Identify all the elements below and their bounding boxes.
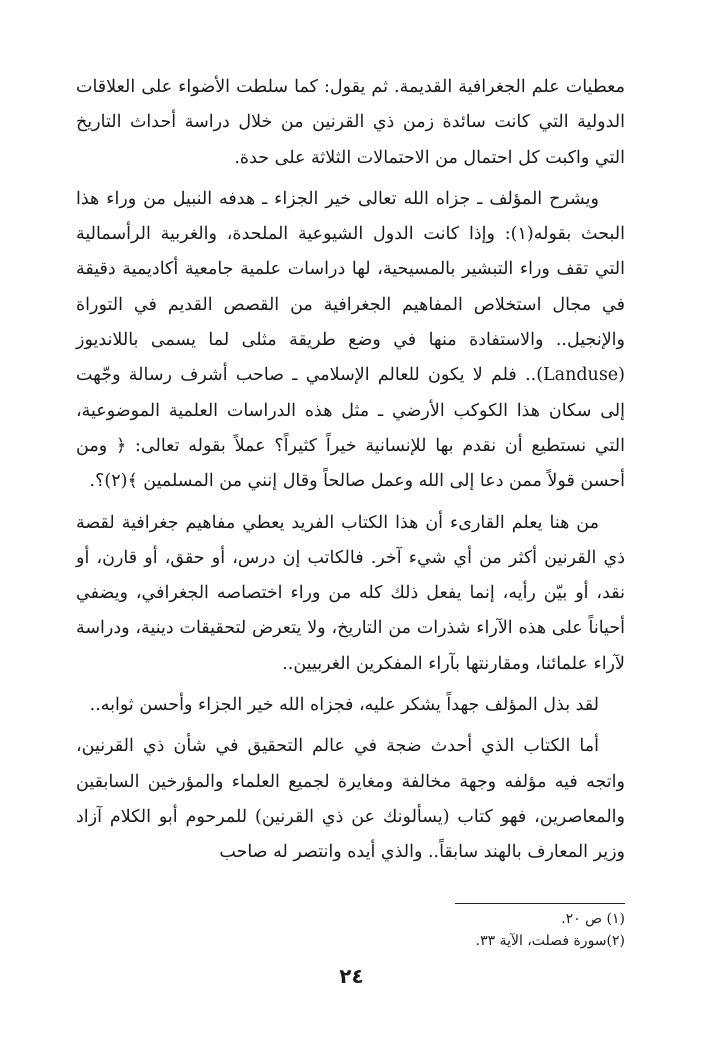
paragraph-4: لقد بذل المؤلف جهداً يشكر عليه، فجزاه الله خير الجزاء وأحسن ثوابه.. bbox=[89, 695, 599, 716]
paragraph-1: معطيات علم الجغرافية القديمة. ثم يقول: كما سلطت الأضواء على العلاقات الدولية التي كانت سائدة زمن ذي القرنين من خلال دراسة أحداث التاريخ التي واكبت كل احتمال من الاحتمالات الثلاثة على حدة. bbox=[76, 77, 625, 168]
body-text bbox=[76, 70, 625, 871]
footnote-1: (١) ص ٢٠. bbox=[561, 911, 625, 927]
footnote-separator bbox=[455, 903, 625, 904]
footnote-2: (٢)سورة فصلت، الآية ٣٣. bbox=[475, 933, 625, 949]
paragraph-2: ويشرح المؤلف ـ جزاه الله تعالى خير الجزاء ـ هدفه النبيل من وراء هذا البحث بقوله(١): وإذا كانت الدول الشيوعية الملحدة، والغربية الرأسمالية التي تقف وراء التبشير بالمسيحية، لها دراسات علمية جامعية أكاديمية دقيقة في مجال استخلاص المفاهيم الجغرافية من القصص القديم في التوراة والإنجيل.. والاستفادة منها في وضع طريقة مثلى لما يسمى باللانديوز (Landuse).. فلم لا يكون للعالم الإسلامي ـ صاحب أشرف رسالة وجّهت إلى سكان هذا الكوكب الأرضي ـ مثل هذه الدراسات العلمية الموضوعية، التي نستطيع أن نقدم بها للإنسانية خيراً كثيراً؟ عملاً بقوله تعالى: ﴿ ومن أحسن قولاً ممن دعا إلى الله وعمل صالحاً وقال إنني من المسلمين ﴾(٢)؟. bbox=[76, 188, 625, 492]
paragraph-3: من هنا يعلم القارىء أن هذا الكتاب الفريد يعطي مفاهيم جغرافية لقصة ذي القرنين أكثر من أي شيء آخر. فالكاتب إن درس، أو حقق، أو قارن، أو نقد، أو بيّن رأيه، إنما يفعل ذلك كله من وراء اختصاصه الجغرافي، ويضفي أحياناً على هذه الآراء شذرات من التاريخ، ولا يتعرض لتحقيقات دينية، ودراسة لآراء علمائنا، ومقارنتها بآراء المفكرين الغربيين.. bbox=[76, 512, 625, 674]
page-number: ٢٤ bbox=[339, 964, 364, 988]
footnotes bbox=[76, 908, 625, 952]
paragraph-5: أما الكتاب الذي أحدث ضجة في عالم التحقيق في شأن ذي القرنين، واتجه فيه مؤلفه وجهة مخالفة ومغايرة لجميع العلماء والمؤرخين السابقين والمعاصرين، فهو كتاب (يسألونك عن ذي القرنين) للمرحوم أبو الكلام آزاد وزير المعارف بالهند سابقاً.. والذي أيده وانتصر له صاحب bbox=[76, 736, 625, 863]
